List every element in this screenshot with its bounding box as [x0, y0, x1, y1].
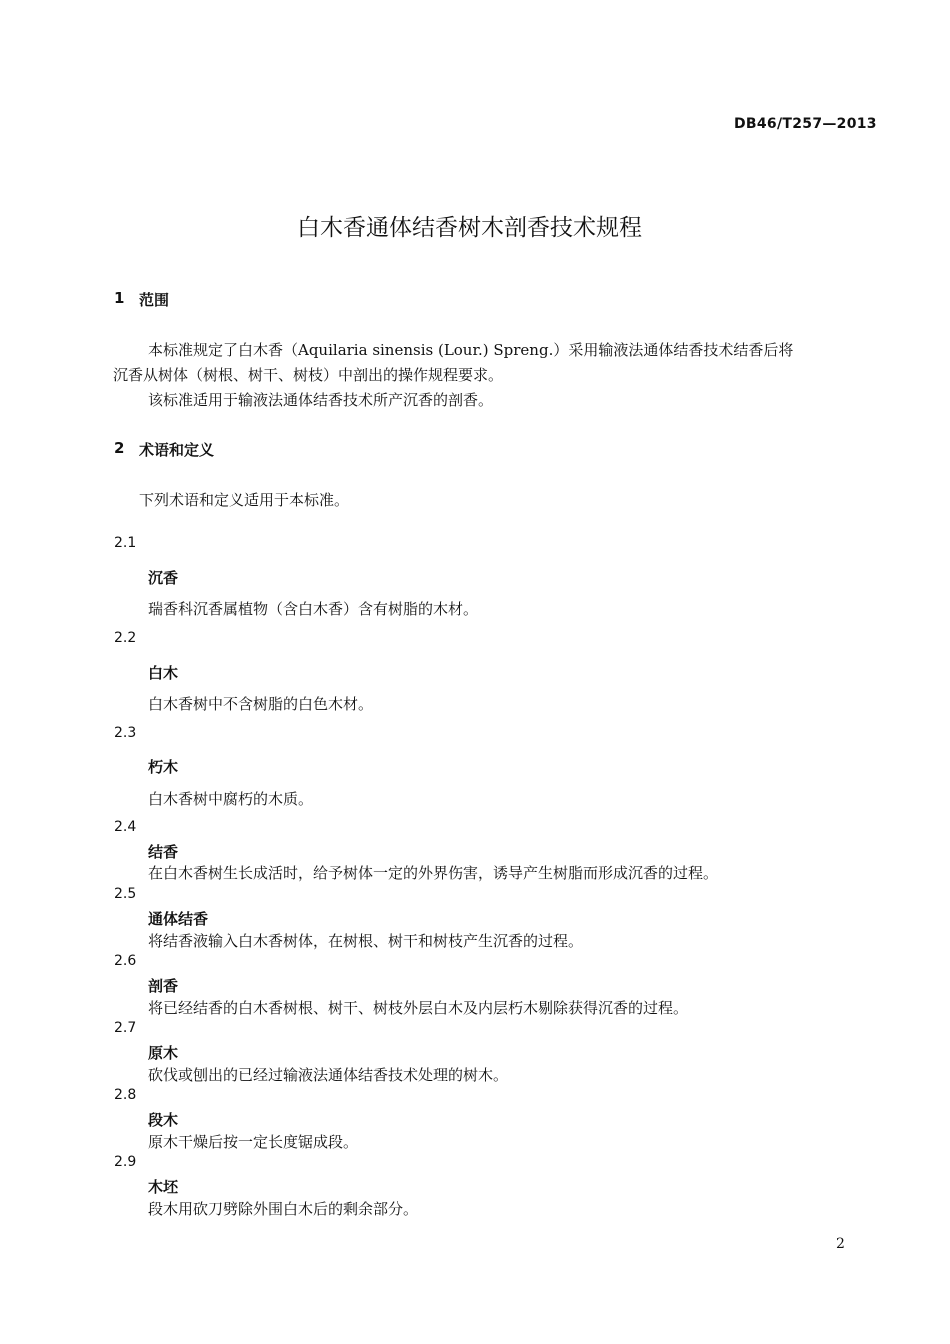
term-name: 木坯 — [148, 1178, 179, 1196]
term-definition: 瑞香科沉香属植物（含白木香）含有树脂的木材。 — [148, 600, 479, 618]
term-name: 朽木 — [148, 758, 179, 776]
term-name: 原木 — [148, 1044, 179, 1062]
section-2-number: 2 — [114, 439, 125, 457]
scope-paragraph-line-1: 本标准规定了白木香（Aquilaria sinensis (Lour.) Spreng.）采用输液法通体结香技术结香后将 — [148, 341, 794, 359]
term-name: 剖香 — [148, 977, 179, 995]
term-name: 沉香 — [148, 569, 179, 587]
term-number: 2.3 — [114, 725, 137, 741]
scope-paragraph-2: 该标准适用于输液法通体结香技术所产沉香的剖香。 — [148, 391, 494, 409]
term-definition: 白木香树中腐朽的木质。 — [148, 790, 314, 808]
term-definition: 白木香树中不含树脂的白色木材。 — [148, 695, 374, 713]
term-definition: 砍伐或刨出的已经过输液法通体结香技术处理的树木。 — [148, 1066, 509, 1084]
section-2-heading: 术语和定义 — [139, 441, 215, 459]
section-1-heading: 范围 — [139, 291, 170, 309]
term-definition: 段木用砍刀劈除外围白木后的剩余部分。 — [148, 1200, 419, 1218]
scope-paragraph-line-2: 沉香从树体（树根、树干、树枝）中剖出的操作规程要求。 — [113, 366, 504, 384]
term-number: 2.6 — [114, 953, 137, 969]
term-name: 白木 — [148, 664, 179, 682]
term-number: 2.1 — [114, 535, 137, 551]
term-number: 2.5 — [114, 886, 137, 902]
term-name: 结香 — [148, 843, 179, 861]
terms-intro: 下列术语和定义适用于本标准。 — [139, 491, 350, 509]
term-number: 2.9 — [114, 1154, 137, 1170]
term-definition: 将已经结香的白木香树根、树干、树枝外层白木及内层朽木剔除获得沉香的过程。 — [148, 999, 689, 1017]
document-code: DB46/T257—2013 — [734, 116, 877, 132]
term-number: 2.2 — [114, 630, 137, 646]
term-definition: 原木干燥后按一定长度锯成段。 — [148, 1133, 359, 1151]
term-name: 通体结香 — [148, 910, 209, 928]
term-number: 2.8 — [114, 1087, 137, 1103]
term-definition: 在白木香树生长成活时，给予树体一定的外界伤害，诱导产生树脂而形成沉香的过程。 — [148, 864, 719, 882]
term-name: 段木 — [148, 1111, 179, 1129]
document-title: 白木香通体结香树木剖香技术规程 — [297, 215, 642, 241]
section-1-number: 1 — [114, 289, 125, 307]
term-definition: 将结香液输入白木香树体，在树根、树干和树枝产生沉香的过程。 — [148, 932, 584, 950]
term-number: 2.7 — [114, 1020, 137, 1036]
term-number: 2.4 — [114, 819, 137, 835]
page-number: 2 — [836, 1236, 845, 1252]
